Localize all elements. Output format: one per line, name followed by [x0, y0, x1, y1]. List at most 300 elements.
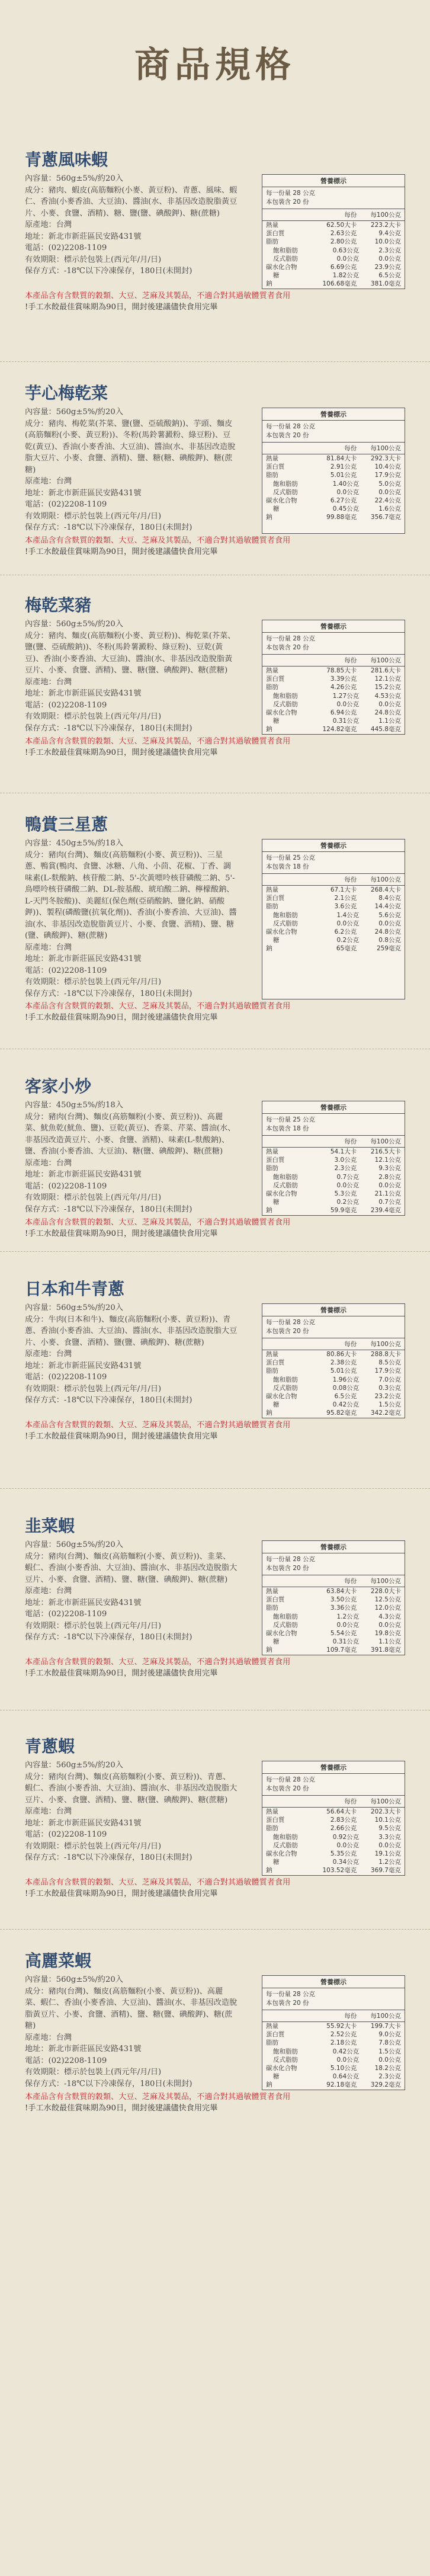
info-line: 原產地：台灣	[25, 2033, 72, 2042]
nutrient-per-serving: 81.84大卡	[326, 455, 357, 462]
nutrient-per-100g: 8.4公克	[378, 895, 401, 902]
nutrient-per-serving: 92.18毫克	[326, 2081, 357, 2089]
serving-size: 每一份量 28 公克	[266, 1319, 316, 1326]
nutrient-per-100g: 0.0公克	[378, 255, 401, 262]
nutrition-row	[262, 936, 405, 944]
nutrition-row	[262, 1376, 405, 1384]
nutrient-name: 蛋白質	[266, 230, 285, 238]
nutrient-per-serving: 0.31公克	[332, 717, 360, 725]
nutrient-per-serving: 67.1大卡	[330, 886, 357, 893]
col-per-100g: 每100公克	[370, 212, 401, 219]
storage-note: !手工水餃最佳賞味期為90日，開封後建議儘快食用完畢	[25, 547, 218, 556]
nutrition-row	[262, 1148, 405, 1156]
nutrient-per-serving: 0.31公克	[332, 1638, 360, 1646]
nutrient-per-100g: 7.0公克	[378, 1376, 401, 1383]
storage-note: !手工水餃最佳賞味期為90日，開封後建議儘快食用完畢	[25, 2103, 218, 2113]
nutrient-per-100g: 202.3大卡	[370, 1808, 401, 1815]
nutrition-row	[262, 1646, 405, 1654]
info-line: 成分：豬肉、麵皮(高筋麵粉(小麥、黃豆粉))、梅乾菜(芥菜、鹽(鹽、亞硫酸鈉))、冬粉(馬鈴薯澱粉、綠豆粉)、豆乾(黃豆)、香油(小麥香油、大豆油)、醬油(水、非基因改造脫脂黃豆片、小麥、食鹽、酒精)、鹽、糖(鹽、碘酸鉀)、糖(蔗糖)	[25, 631, 236, 675]
nutrient-per-serving: 5.35公克	[330, 1850, 357, 1858]
nutrition-title: 營養標示	[262, 1541, 405, 1553]
col-per-100g: 每100公克	[370, 1138, 401, 1145]
nutrient-name: 鈉	[266, 945, 272, 953]
nutrient-per-100g: 1.1公克	[378, 717, 401, 725]
nutrient-per-100g: 1.2公克	[378, 1859, 401, 1866]
nutrient-per-100g: 18.2公克	[374, 2065, 401, 2072]
nutrient-per-serving: 2.3公克	[334, 1165, 357, 1172]
nutrition-row	[262, 2056, 405, 2064]
nutrient-name: 蛋白質	[266, 463, 285, 471]
nutrient-name: 脂肪	[266, 2039, 278, 2047]
nutrition-row	[262, 454, 405, 463]
allergen-warning: 本產品含有含麩質的穀類、大豆、芝麻及其製品，不適合對其過敏體質者食用	[25, 1420, 291, 1430]
nutrient-name: 熱量	[266, 1148, 278, 1155]
nutrition-row	[262, 1621, 405, 1629]
nutrient-name: 反式脂肪	[273, 1384, 298, 1392]
info-line: 地址：新北市新莊區民安路431號	[25, 2045, 142, 2053]
nutrient-per-100g: 0.0公克	[378, 919, 401, 927]
allergen-warning: 本產品含有含麩質的穀類、大豆、芝麻及其製品，不適合對其過敏體質者食用	[25, 1002, 291, 1011]
nutrient-per-100g: 4.3公克	[378, 1613, 401, 1620]
info-line: 成分：豬肉(台灣)、麵皮(高筋麵粉(小麥、黃豆粉))、高麗菜、魷魚乾(魷魚、鹽)、豆乾(黃豆)、香菜、芹菜、醬油(水、非基因改造黃豆片、小麥、食鹽、酒精)、味素(L-麩酸鈉)、鹽、香油(小麥香油、大豆油)、糖(鹽、碘酸鉀)、糖(蔗糖)	[25, 1112, 236, 1156]
nutrient-name: 反式脂肪	[273, 255, 298, 262]
info-line: 成分：豬肉(台灣)、麵皮(高筋麵粉(小麥、黃豆粉))、三星蔥、鴨賞(鴨肉、食鹽、冰糖、八角、小茴、花椒、丁香、調味素(L-麩酸鈉、核苷酸二鈉、5'-次黃嘌呤核苷磷酸二鈉、5'-鳥嘌呤核苷磷酸二鈉、DL-胺基酸、琥珀酸二鈉、檸檬酸鈉、L-天門冬胺酸))、美麗紅(保色劑(亞硝酸鈉、鹽化鈉、硝酸鉀))、製程(磷酸鹽(抗氧化劑))、香油(小麥香油、大豆油)、醬油(水、非基因改造脫脂黃豆片、小麥、食鹽、酒精)、鹽、糖(鹽、碘酸鉀)、糖(蔗糖)	[25, 850, 237, 940]
nutrition-header-blank	[266, 1577, 312, 1585]
nutrient-name: 糖	[273, 1199, 280, 1206]
nutrient-per-serving: 78.85大卡	[326, 667, 357, 674]
info-line: 地址：新北市新莊區民安路431號	[25, 689, 142, 698]
nutrition-title: 營養標示	[262, 1976, 405, 1988]
product-footer	[25, 1420, 405, 1442]
info-line: 電話：(02)2208-1109	[25, 1181, 107, 1191]
section-divider	[0, 1251, 430, 1252]
nutrition-row	[262, 683, 405, 691]
nutrient-name: 鈉	[266, 1867, 272, 1875]
nutrient-per-100g: 10.1公克	[374, 1816, 401, 1824]
nutrient-per-serving: 4.26公克	[330, 684, 357, 691]
nutrient-name: 脂肪	[266, 472, 278, 479]
nutrient-name: 鈉	[266, 1646, 272, 1654]
info-line: 原產地：台灣	[25, 477, 72, 486]
product-info	[25, 1539, 238, 1655]
info-line: 成分：豬肉、蝦皮(高筋麵粉(小麥、黃豆粉)、青蔥、風味、蝦仁、香油(小麥香油、大豆油)、醬油(水、非基因改造脫脂黃豆片、小麥、食鹽、酒精)、糖、鹽(鹽、碘酸鉀)、糖(蔗糖)	[25, 185, 238, 218]
nutrient-per-serving: 3.36公克	[330, 1604, 357, 1612]
nutrient-name: 糖	[273, 1401, 280, 1409]
nutrient-per-100g: 0.0公克	[378, 2056, 401, 2064]
nutrient-per-100g: 391.8毫克	[370, 1646, 401, 1654]
nutrient-per-serving: 1.40公克	[332, 480, 360, 488]
nutrition-row	[262, 692, 405, 700]
nutrient-per-100g: 2.3公克	[378, 246, 401, 254]
nutrient-name: 碳水化合物	[266, 928, 297, 936]
col-per-100g: 每100公克	[370, 2013, 401, 2020]
nutrient-per-100g: 268.4大卡	[370, 886, 401, 893]
nutrient-per-serving: 6.5公克	[334, 1393, 357, 1401]
nutrition-row	[262, 894, 405, 902]
nutrition-header-blank	[266, 210, 312, 219]
nutrition-row	[262, 1409, 405, 1417]
nutrition-row	[262, 2022, 405, 2030]
info-line: 保存方式：-18℃以下冷凍保存，180日(未開封)	[25, 1633, 192, 1642]
nutrient-per-serving: 0.0公克	[336, 1181, 360, 1189]
nutrient-per-100g: 12.1公克	[374, 675, 401, 683]
nutrient-per-serving: 0.42公克	[332, 2048, 360, 2055]
nutrient-name: 熱量	[266, 2023, 278, 2030]
nutrition-row	[262, 271, 405, 280]
info-line: 原產地：台灣	[25, 943, 72, 952]
nutrient-name: 脂肪	[266, 1825, 278, 1832]
nutrient-name: 脂肪	[266, 1165, 278, 1172]
nutrition-row	[262, 944, 405, 953]
nutrient-per-100g: 5.6公克	[378, 911, 401, 919]
info-line: 電話：(02)2208-1109	[25, 243, 107, 252]
col-per-serving: 每份	[344, 1341, 357, 1348]
nutrition-title: 營養標示	[262, 840, 405, 852]
nutrient-name: 蛋白質	[266, 1359, 285, 1367]
nutrient-name: 反式脂肪	[273, 488, 298, 496]
nutrient-name: 反式脂肪	[273, 700, 298, 708]
nutrition-header	[262, 655, 405, 667]
col-per-serving: 每份	[344, 445, 357, 452]
nutrient-per-serving: 1.82公克	[332, 272, 360, 280]
servings-per-pack: 本包裝含 20 份	[266, 644, 309, 651]
nutrient-name: 碳水化合物	[266, 709, 297, 717]
product-info	[25, 406, 238, 534]
nutrient-per-100g: 22.4公克	[374, 497, 401, 505]
section-divider	[0, 1929, 430, 1930]
nutrient-per-100g: 23.2公克	[374, 1393, 401, 1401]
nutrient-name: 飽和脂肪	[273, 1376, 298, 1383]
nutrient-per-serving: 0.2公克	[336, 1199, 360, 1206]
nutrition-row	[262, 2072, 405, 2081]
nutrient-name: 脂肪	[266, 1367, 278, 1375]
product-footer	[25, 1657, 405, 1679]
col-per-100g: 每100公克	[370, 1578, 401, 1585]
nutrition-row	[262, 1629, 405, 1638]
nutrient-per-serving: 0.0公克	[336, 1841, 360, 1849]
nutrient-per-serving: 5.3公克	[334, 1190, 357, 1198]
nutrition-row	[262, 1181, 405, 1190]
nutrient-per-serving: 6.2公克	[334, 928, 357, 936]
nutrition-header	[262, 209, 405, 221]
nutrient-per-serving: 2.80公克	[330, 238, 357, 246]
nutrition-table	[262, 1975, 405, 2090]
info-line: 地址：新北市新莊區民安路431號	[25, 1598, 142, 1607]
nutrient-per-serving: 3.6公克	[334, 903, 357, 911]
nutrition-row	[262, 1613, 405, 1621]
nutrient-per-100g: 0.0公克	[378, 1181, 401, 1189]
info-line: 內容量：450g±5%/約18入	[25, 839, 123, 848]
nutrition-row	[262, 1850, 405, 1858]
info-line: 地址：新北市新莊區民安路431號	[25, 1818, 142, 1828]
nutrient-per-serving: 124.82毫克	[322, 726, 357, 733]
nutrition-row	[262, 709, 405, 717]
info-line: 地址：新北市新莊區民安路431號	[25, 954, 142, 963]
nutrition-serving-info	[262, 852, 405, 874]
nutrition-row	[262, 675, 405, 683]
nutrient-per-serving: 2.1公克	[334, 895, 357, 902]
nutrition-row	[262, 1816, 405, 1824]
nutrient-per-100g: 1.5公克	[378, 1401, 401, 1409]
nutrient-name: 蛋白質	[266, 1596, 285, 1604]
info-line: 有效期限：標示於包裝上(西元年/月/日)	[25, 255, 162, 264]
nutrition-serving-info	[262, 1988, 405, 2010]
nutrition-row	[262, 229, 405, 238]
nutrition-header	[262, 874, 405, 886]
nutrient-per-serving: 65毫克	[336, 945, 357, 953]
product-name: 高麗菜蝦	[25, 1951, 92, 1971]
nutrition-row	[262, 2039, 405, 2047]
nutrition-row	[262, 911, 405, 919]
nutrition-row	[262, 1866, 405, 1875]
nutrient-per-serving: 5.54公克	[330, 1630, 357, 1638]
nutrition-serving-info	[262, 1774, 405, 1796]
nutrient-per-serving: 0.0公克	[336, 1621, 360, 1629]
product-info	[25, 1760, 238, 1876]
nutrient-per-serving: 1.27公克	[332, 692, 360, 700]
nutrient-per-100g: 0.0公克	[378, 1621, 401, 1629]
nutrient-per-100g: 15.2公克	[374, 684, 401, 691]
nutrition-row	[262, 1359, 405, 1367]
product-name: 韭菜蝦	[25, 1516, 75, 1536]
nutrient-per-100g: 329.2毫克	[370, 2081, 401, 2089]
info-line: 內容量：560g±5%/約20入	[25, 620, 123, 629]
nutrition-row	[262, 1190, 405, 1198]
nutrient-per-100g: 21.1公克	[374, 1190, 401, 1198]
servings-per-pack: 本包裝含 18 份	[266, 863, 309, 870]
storage-note: !手工水餃最佳賞味期為90日，開封後建議儘快食用完畢	[25, 1889, 218, 1898]
serving-size: 每一份量 25 公克	[266, 1116, 316, 1123]
nutrition-row	[262, 1858, 405, 1866]
info-line: 內容量：560g±5%/約20入	[25, 1975, 123, 1984]
nutrient-name: 熱量	[266, 1808, 278, 1815]
nutrition-serving-info	[262, 633, 405, 655]
nutrient-per-100g: 2.3公克	[378, 2073, 401, 2081]
nutrient-per-100g: 0.3公克	[378, 1384, 401, 1392]
info-line: 保存方式：-18℃以下冷凍保存，180日(未開封)	[25, 723, 192, 733]
info-line: 電話：(02)2208-1109	[25, 1373, 107, 1382]
nutrient-per-100g: 199.7大卡	[370, 2023, 401, 2030]
info-line: 成分：豬肉(台灣)、麵皮(高筋麵粉(小麥、黃豆粉))、高麗菜、蝦仁、香油(小麥香油、大豆油)、醬油(水、非基因改造脫脂黃豆片、小麥、食鹽、酒精)、鹽、糖(鹽、碘酸鉀)、糖(蔗糖)	[25, 1987, 238, 2030]
nutrient-per-100g: 4.53公克	[374, 692, 401, 700]
product-info	[25, 1974, 238, 2090]
product-name: 鴨賞三星蔥	[25, 815, 108, 834]
product-body	[25, 173, 405, 289]
nutrition-row	[262, 1824, 405, 1832]
nutrient-per-serving: 2.83公克	[330, 1816, 357, 1824]
col-per-serving: 每份	[344, 1798, 357, 1805]
info-line: 原產地：台灣	[25, 220, 72, 229]
nutrient-per-serving: 2.38公克	[330, 1359, 357, 1367]
nutrition-title: 營養標示	[262, 408, 405, 421]
product-body	[25, 1974, 405, 2090]
nutrient-per-serving: 2.91公克	[330, 463, 357, 471]
section-divider	[0, 361, 430, 362]
nutrient-name: 糖	[273, 1638, 280, 1646]
info-line: 地址：新北市新莊區民安路431號	[25, 1361, 142, 1370]
col-per-100g: 每100公克	[370, 657, 401, 664]
nutrition-row	[262, 902, 405, 911]
nutrient-per-serving: 6.69公克	[330, 264, 357, 271]
nutrient-per-serving: 0.42公克	[332, 1401, 360, 1409]
product-section	[25, 1074, 405, 1239]
nutrient-name: 飽和脂肪	[273, 1173, 298, 1181]
info-line: 原產地：台灣	[25, 1158, 72, 1168]
product-section	[25, 1948, 405, 2114]
product-info	[25, 1302, 238, 1418]
nutrition-serving-info	[262, 421, 405, 443]
info-line: 地址：新北市新莊區民安路431號	[25, 488, 142, 498]
nutrient-per-100g: 5.0公克	[378, 480, 401, 488]
nutrition-row	[262, 1604, 405, 1612]
product-section	[25, 1276, 405, 1442]
nutrient-per-100g: 228.0大卡	[370, 1588, 401, 1595]
nutrition-row	[262, 1595, 405, 1604]
allergen-warning: 本產品含有含麩質的穀類、大豆、芝麻及其製品，不適合對其過敏體質者食用	[25, 1217, 291, 1227]
nutrient-name: 飽和脂肪	[273, 2048, 298, 2055]
nutrition-header-blank	[266, 656, 312, 665]
nutrition-row	[262, 1198, 405, 1206]
nutrition-row	[262, 496, 405, 505]
nutrient-per-serving: 0.7公克	[336, 1173, 360, 1181]
nutrient-per-serving: 0.34公克	[332, 1859, 360, 1866]
nutrient-per-serving: 62.50大卡	[326, 222, 357, 229]
product-body	[25, 1100, 405, 1216]
info-line: 保存方式：-18℃以下冷凍保存，180日(未開封)	[25, 989, 192, 998]
nutrient-per-serving: 54.1大卡	[330, 1148, 357, 1155]
nutrient-per-serving: 0.92公克	[332, 1833, 360, 1841]
product-body	[25, 1302, 405, 1418]
nutrient-per-serving: 0.2公克	[336, 937, 360, 944]
nutrient-per-serving: 3.50公克	[330, 1596, 357, 1604]
nutrient-per-serving: 0.08公克	[332, 1384, 360, 1392]
product-section	[25, 1734, 405, 1899]
nutrient-per-serving: 3.39公克	[330, 675, 357, 683]
info-line: 原產地：台灣	[25, 1807, 72, 1816]
nutrient-per-serving: 6.94公克	[330, 709, 357, 717]
product-name: 客家小炒	[25, 1076, 92, 1096]
nutrition-row	[262, 1384, 405, 1392]
nutrient-name: 鈉	[266, 280, 272, 288]
info-line: 有效期限：標示於包裝上(西元年/月/日)	[25, 511, 162, 521]
info-line: 保存方式：-18℃以下冷凍保存，180日(未開封)	[25, 523, 192, 532]
section-divider	[0, 1488, 430, 1489]
nutrient-name: 飽和脂肪	[273, 1833, 298, 1841]
nutrition-row	[262, 488, 405, 496]
nutrient-per-serving: 95.82毫克	[326, 1409, 357, 1417]
product-body	[25, 619, 405, 735]
col-per-serving: 每份	[344, 2013, 357, 2020]
product-footer	[25, 1001, 405, 1023]
nutrition-row	[262, 246, 405, 255]
nutrient-name: 碳水化合物	[266, 497, 297, 505]
nutrient-per-100g: 0.7公克	[378, 1199, 401, 1206]
nutrient-per-100g: 445.8毫克	[370, 726, 401, 733]
nutrient-per-100g: 0.8公克	[378, 937, 401, 944]
nutrient-per-serving: 1.2公克	[336, 1613, 360, 1620]
nutrient-name: 蛋白質	[266, 895, 285, 902]
nutrient-per-100g: 14.4公克	[374, 903, 401, 911]
serving-size: 每一份量 28 公克	[266, 635, 316, 642]
nutrition-row	[262, 2064, 405, 2072]
nutrient-per-serving: 5.10公克	[330, 2065, 357, 2072]
product-section	[25, 1513, 405, 1679]
storage-note: !手工水餃最佳賞味期為90日，開封後建議儘快食用完畢	[25, 1229, 218, 1238]
nutrition-row	[262, 1392, 405, 1401]
nutrient-per-serving: 2.52公克	[330, 2031, 357, 2039]
nutrient-per-100g: 17.9公克	[374, 472, 401, 479]
info-line: 有效期限：標示於包裝上(西元年/月/日)	[25, 1841, 162, 1851]
product-body	[25, 1539, 405, 1655]
nutrient-name: 碳水化合物	[266, 1630, 297, 1638]
serving-size: 每一份量 25 公克	[266, 854, 316, 861]
nutrient-name: 鈉	[266, 514, 272, 521]
info-line: 原產地：台灣	[25, 677, 72, 687]
nutrient-name: 碳水化合物	[266, 264, 297, 271]
product-footer	[25, 2091, 405, 2114]
storage-note: !手工水餃最佳賞味期為90日，開封後建議儘快食用完畢	[25, 1013, 218, 1022]
col-per-serving: 每份	[344, 657, 357, 664]
nutrient-per-serving: 2.66公克	[330, 1825, 357, 1832]
nutrition-title: 營養標示	[262, 620, 405, 633]
nutrient-per-serving: 59.9毫克	[330, 1207, 357, 1215]
servings-per-pack: 本包裝含 20 份	[266, 1785, 309, 1792]
nutrient-per-100g: 288.8大卡	[370, 1351, 401, 1358]
servings-per-pack: 本包裝含 20 份	[266, 198, 309, 206]
nutrient-per-100g: 10.4公克	[374, 463, 401, 471]
info-line: 電話：(02)2208-1109	[25, 1610, 107, 1619]
nutrient-per-100g: 12.0公克	[374, 1604, 401, 1612]
nutrition-row	[262, 919, 405, 928]
nutrient-per-100g: 23.9公克	[374, 264, 401, 271]
nutrient-per-serving: 2.18公克	[330, 2039, 357, 2047]
product-body	[25, 1760, 405, 1876]
info-line: 保存方式：-18℃以下冷凍保存，180日(未開封)	[25, 1204, 192, 1214]
nutrient-per-serving: 5.01公克	[330, 1367, 357, 1375]
nutrient-per-100g: 281.6大卡	[370, 667, 401, 674]
nutrient-per-100g: 12.1公克	[374, 1156, 401, 1164]
servings-per-pack: 本包裝含 20 份	[266, 1565, 309, 1572]
nutrition-header	[262, 1136, 405, 1148]
nutrient-per-100g: 1.1公克	[378, 1638, 401, 1646]
nutrient-name: 蛋白質	[266, 1156, 285, 1164]
info-line: 有效期限：標示於包裝上(西元年/月/日)	[25, 1384, 162, 1393]
nutrient-per-100g: 0.0公克	[378, 488, 401, 496]
nutrition-row	[262, 717, 405, 725]
nutrition-row	[262, 1808, 405, 1816]
info-line: 有效期限：標示於包裝上(西元年/月/日)	[25, 1621, 162, 1630]
nutrient-name: 碳水化合物	[266, 1190, 297, 1198]
storage-note: !手工水餃最佳賞味期為90日，開封後建議儘快食用完畢	[25, 302, 218, 312]
nutrition-table	[262, 1303, 405, 1418]
product-footer	[25, 535, 405, 558]
nutrition-header	[262, 443, 405, 454]
nutrient-name: 糖	[273, 937, 280, 944]
nutrition-row	[262, 2048, 405, 2056]
nutrient-per-100g: 342.2毫克	[370, 1409, 401, 1417]
nutrient-per-serving: 80.86大卡	[326, 1351, 357, 1358]
storage-note: !手工水餃最佳賞味期為90日，開封後建議儘快食用完畢	[25, 748, 218, 757]
nutrition-header-blank	[266, 444, 312, 453]
nutrition-row	[262, 480, 405, 488]
info-line: 成分：牛肉(日本和牛)、麵皮(高筋麵粉(小麥、黃豆粉))、青蔥、香油(小麥香油、大豆油)、醬油(水、非基因改造脫脂大豆片、小麥、食鹽、酒精)、鹽(鹽、碘酸鉀)、糖(蔗糖)	[25, 1315, 238, 1347]
nutrition-row	[262, 928, 405, 936]
product-footer	[25, 736, 405, 758]
nutrient-per-100g: 239.4毫克	[370, 1207, 401, 1215]
allergen-warning: 本產品含有含麩質的穀類、大豆、芝麻及其製品，不適合對其過敏體質者食用	[25, 1877, 291, 1887]
servings-per-pack: 本包裝含 20 份	[266, 1328, 309, 1335]
nutrition-header-blank	[266, 1340, 312, 1348]
